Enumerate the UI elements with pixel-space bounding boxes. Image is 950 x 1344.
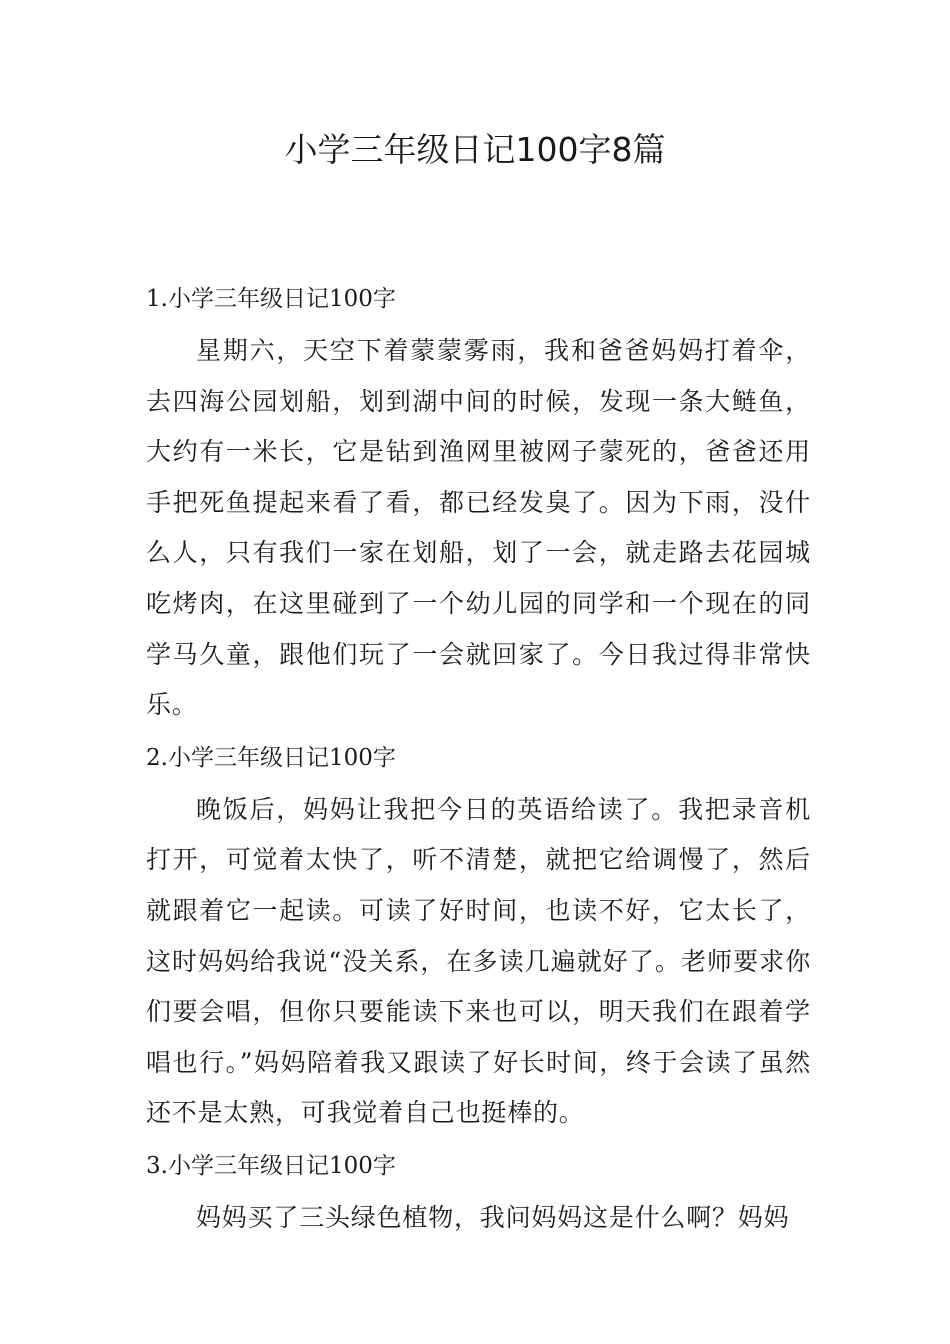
entry-heading: 3.小学三年级日记100字: [146, 1152, 396, 1179]
entry-body: 晚饭后，妈妈让我把今日的英语给读了。我把录音机打开，可觉着太快了，听不清楚，就把它给调慢了，然后就跟着它一起读。可读了好时间，也读不好，它太长了，这时妈妈给我说“没关系，在多读几遍就好了。老师要求你们要会唱，但你只要能读下来也可以，明天我们在跟着学唱也行。”妈妈陪着我又跟读了好长时间，终于会读了虽然还不是太熟，可我觉着自己也挺棒的。: [146, 794, 811, 1128]
entry-heading: 2.小学三年级日记100字: [146, 744, 396, 771]
document-title: 小学三年级日记100字8篇: [284, 130, 666, 169]
entry-heading: 1.小学三年级日记100字: [146, 286, 396, 312]
document-content: [146, 280, 811, 1252]
diary-entry-3: [146, 1147, 811, 1244]
entry-body: 星期六，天空下着蒙蒙雾雨，我和爸爸妈妈打着伞，去四海公园划船，划到湖中间的时候，发现一条大鲢鱼，大约有一米长，它是钻到渔网里被网子蒙死的，爸爸还用手把死鱼提起来看了看，都已经发臭了。因为下雨，没什么人，只有我们一家在划船，划了一会，就走路去花园城吃烤肉，在这里碰到了一个幼儿园的同学和一个现在的同学马久童，跟他们玩了一会就回家了。今日我过得非常快乐。: [146, 336, 811, 720]
diary-entry-1: [146, 280, 811, 731]
diary-entry-2: [146, 739, 811, 1139]
entry-body: 妈妈买了三头绿色植物，我问妈妈这是什么啊？妈妈: [196, 1202, 790, 1232]
